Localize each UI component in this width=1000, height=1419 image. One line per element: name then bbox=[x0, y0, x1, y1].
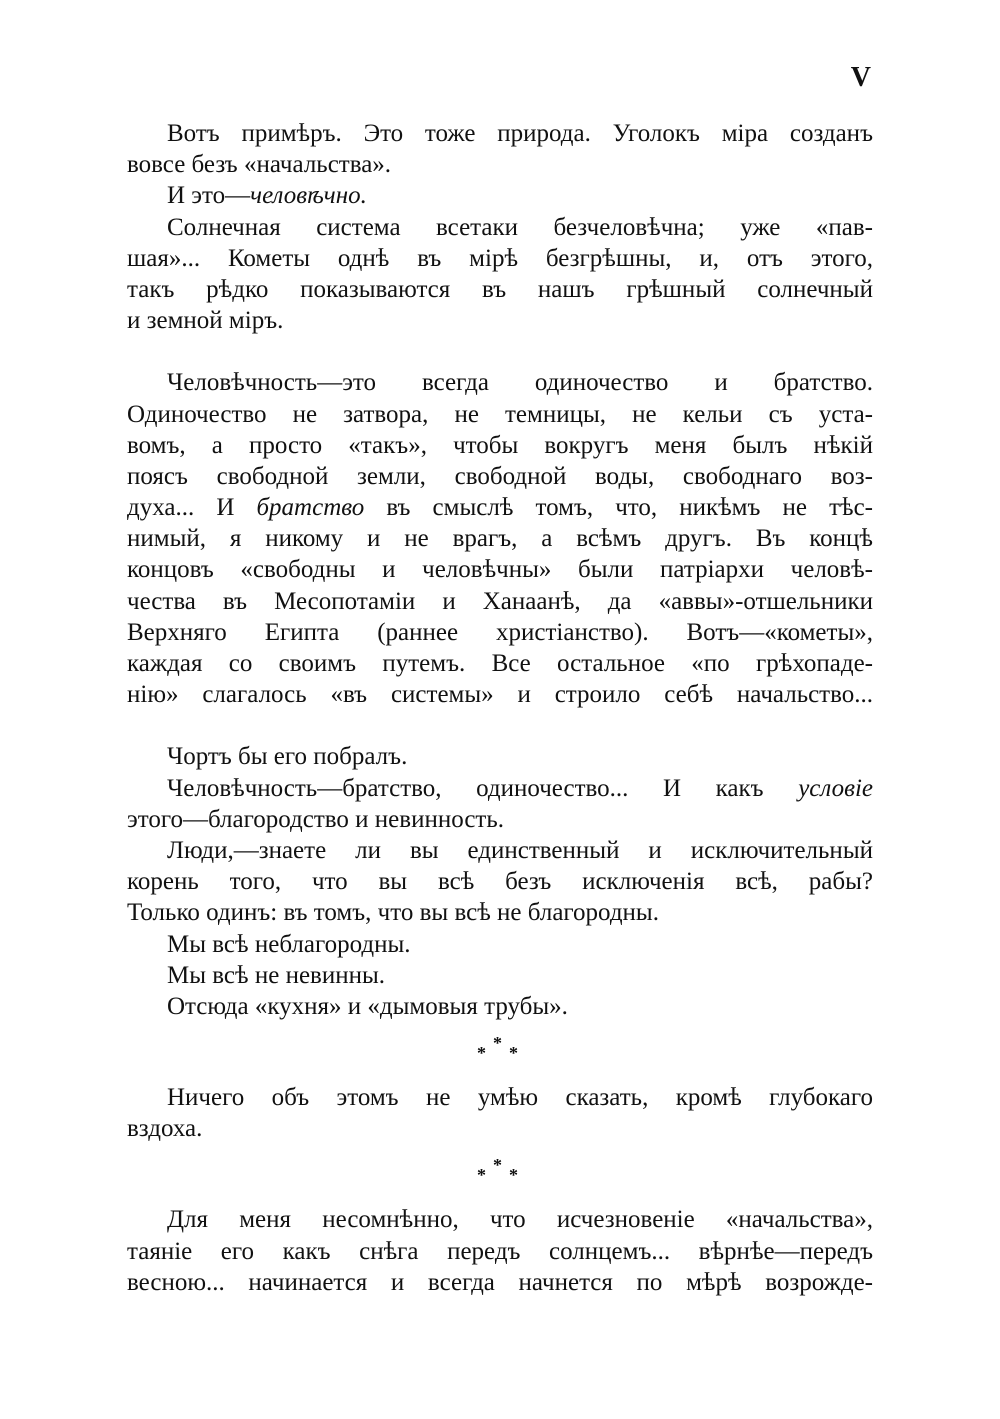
text-line: корень того, что вы всѣ безъ исключенія всѣ, рабы? bbox=[127, 868, 873, 896]
text-line: поясъ свободной земли, свободной воды, свободнаго воз- bbox=[127, 462, 873, 490]
text-line: Одиночество не затвора, не темницы, не кельи съ уста- bbox=[127, 400, 873, 428]
text-fragment: духа... И bbox=[127, 494, 257, 522]
text-line: Человѣчность—это всегда одиночество и братство. bbox=[167, 369, 873, 397]
asterisk: * bbox=[477, 1043, 486, 1064]
asterisk: * bbox=[509, 1043, 518, 1064]
text-line: вздоха. bbox=[127, 1115, 203, 1143]
text-line: и земной міръ. bbox=[127, 307, 284, 335]
text-line: каждая со своимъ путемъ. Все остальное «по грѣхопаде- bbox=[127, 650, 873, 677]
section-separator bbox=[127, 1144, 873, 1204]
text-line: вомъ, а просто «такъ», чтобы вокругъ меня былъ нѣкій bbox=[127, 431, 873, 459]
asterisk: * bbox=[493, 1155, 502, 1176]
text-line: Ничего объ этомъ не умѣю сказать, кромѣ глубокаго bbox=[167, 1084, 873, 1112]
text-line: таяніе его какъ снѣга передъ солнцемъ... вѣрнѣе—передъ bbox=[127, 1237, 873, 1265]
text-line bbox=[127, 773, 873, 804]
section-separator bbox=[127, 1022, 873, 1082]
text-line: нію» слагалось «въ системы» и строило себѣ начальство... bbox=[127, 681, 873, 709]
text-line: Только одинъ: въ томъ, что вы всѣ не благородны. bbox=[127, 899, 659, 927]
text-line: Отсюда «кухня» и «дымовыя трубы». bbox=[167, 992, 568, 1020]
text-fragment: въ смыслѣ томъ, что, никѣмъ не тѣс- bbox=[364, 494, 873, 522]
asterisk: * bbox=[509, 1165, 518, 1186]
text-line: нимый, я никому и не врагъ, а всѣмъ другъ. Въ концѣ bbox=[127, 525, 873, 553]
text-line: Для меня несомнѣнно, что исчезновеніе «начальства», bbox=[167, 1206, 873, 1234]
text-line: концовъ «свободны и человѣчны» были патріархи человѣ- bbox=[127, 556, 873, 584]
text-fragment: И это— bbox=[167, 182, 251, 210]
emphasis: человѣчно. bbox=[250, 182, 367, 210]
body-text bbox=[127, 118, 873, 1298]
emphasis: условіе bbox=[798, 774, 873, 802]
emphasis: братство bbox=[256, 494, 365, 522]
paragraph-gap bbox=[127, 336, 873, 367]
text-line bbox=[127, 492, 873, 523]
paragraph-gap bbox=[127, 710, 873, 741]
text-line: Мы всѣ не невинны. bbox=[167, 961, 386, 989]
text-line: Солнечная система всетаки безчеловѣчна; уже «пав- bbox=[167, 213, 873, 241]
text-line bbox=[127, 180, 873, 211]
text-line: Чортъ бы его побралъ. bbox=[167, 743, 408, 771]
text-line: Вотъ примѣръ. Это тоже природа. Уголокъ міра созданъ bbox=[167, 120, 873, 147]
text-line: чества въ Месопотаміи и Ханаанѣ, да «аввы»-отшельники bbox=[127, 587, 873, 615]
text-fragment: Человѣчность—братство, одиночество... И какъ bbox=[167, 774, 799, 802]
text-line: весною... начинается и всегда начнется по мѣрѣ возрожде- bbox=[127, 1268, 873, 1296]
text-line: шая»... Кометы однѣ въ мірѣ безгрѣшны, и, отъ этого, bbox=[127, 244, 873, 272]
asterisk: * bbox=[477, 1165, 486, 1186]
text-line: Мы всѣ неблагородны. bbox=[167, 930, 411, 958]
text-line: Верхняго Египта (раннее христіанство). Вотъ—«кометы», bbox=[127, 618, 873, 646]
text-line: Люди,—знаете ли вы единственный и исключительный bbox=[167, 836, 873, 864]
text-line: такъ рѣдко показываются въ нашъ грѣшный солнечный bbox=[127, 275, 873, 303]
text-line: этого—благородство и невинность. bbox=[127, 805, 505, 833]
asterisk: * bbox=[493, 1033, 502, 1054]
text-line: вовсе безъ «начальства». bbox=[127, 151, 392, 179]
page-number: V bbox=[850, 62, 872, 93]
